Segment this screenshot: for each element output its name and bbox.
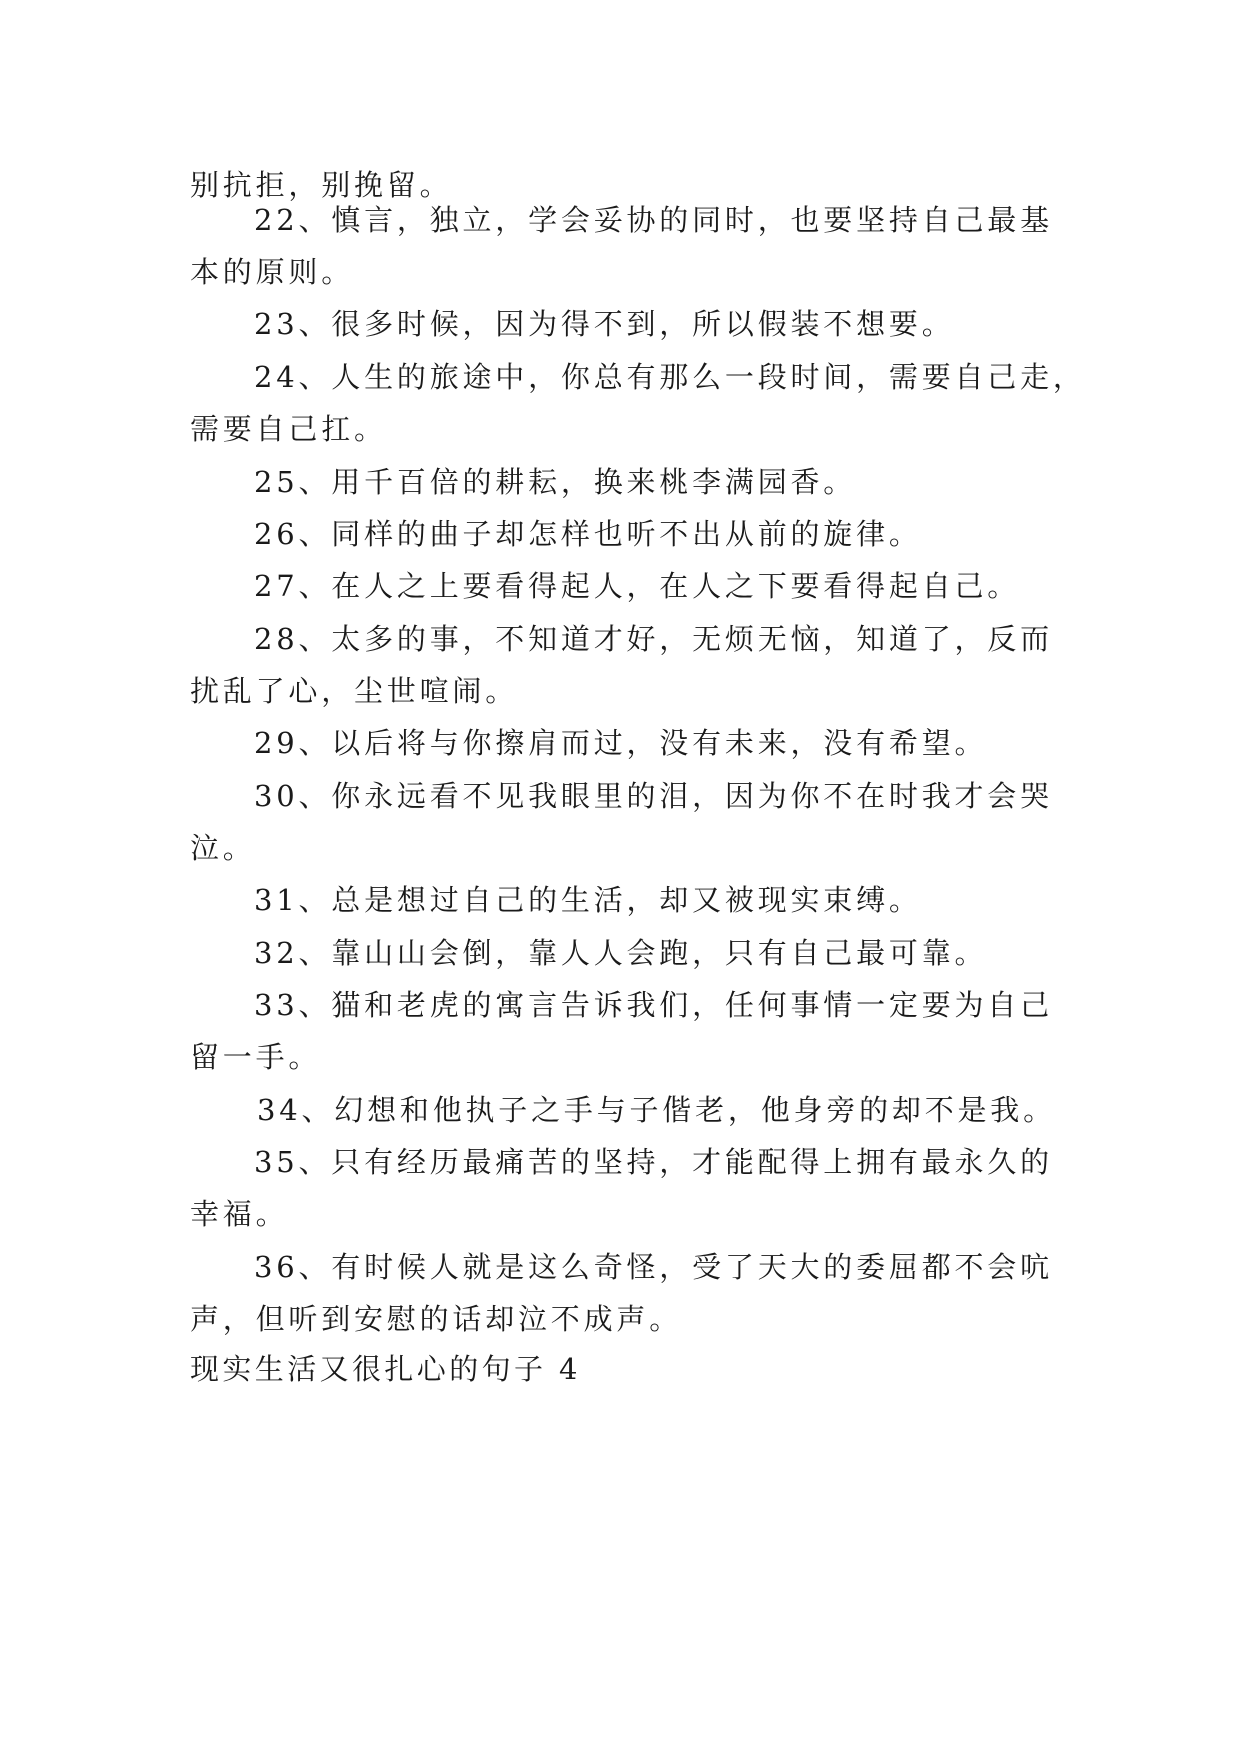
- list-item-34: 34、幻想和他执子之手与子偕老，他身旁的却不是我。: [257, 1093, 1056, 1127]
- list-item-36: 36、有时候人就是这么奇怪，受了天大的委屈都不会吭: [254, 1250, 1053, 1284]
- list-item-26: 26、同样的曲子却怎样也听不出从前的旋律。: [254, 517, 922, 551]
- text-line: 声，但听到安慰的话却泣不成声。: [190, 1302, 683, 1336]
- list-item-30: 30、你永远看不见我眼里的泪，因为你不在时我才会哭: [254, 779, 1053, 813]
- list-item-31: 31、总是想过自己的生活，却又被现实束缚。: [254, 883, 922, 917]
- list-item-22: 22、慎言，独立，学会妥协的同时，也要坚持自己最基: [254, 203, 1053, 237]
- list-item-25: 25、用千百倍的耕耘，换来桃李满园香。: [254, 465, 857, 499]
- text-line: 幸福。: [190, 1197, 289, 1231]
- text-line: 留一手。: [190, 1040, 322, 1074]
- list-item-32: 32、靠山山会倒，靠人人会跑，只有自己最可靠。: [254, 936, 988, 970]
- list-item-35: 35、只有经历最痛苦的坚持，才能配得上拥有最永久的: [254, 1145, 1053, 1179]
- list-item-23: 23、很多时候，因为得不到，所以假装不想要。: [254, 307, 955, 341]
- list-item-33: 33、猫和老虎的寓言告诉我们，任何事情一定要为自己: [254, 988, 1053, 1022]
- list-item-28: 28、太多的事，不知道才好，无烦无恼，知道了，反而: [254, 622, 1053, 656]
- list-item-27: 27、在人之上要看得起人，在人之下要看得起自己。: [254, 569, 1021, 603]
- text-line: 扰乱了心，尘世喧闹。: [190, 674, 519, 708]
- text-line: 泣。: [190, 831, 256, 865]
- section-heading: 现实生活又很扎心的句子 4: [190, 1352, 581, 1386]
- list-item-29: 29、以后将与你擦肩而过，没有未来，没有希望。: [254, 726, 988, 760]
- list-item-24: 24、人生的旅途中，你总有那么一段时间，需要自己走，: [254, 360, 1086, 394]
- text-line: 别抗拒，别挽留。: [190, 168, 453, 202]
- text-line: 需要自己扛。: [190, 412, 387, 446]
- text-line: 本的原则。: [190, 255, 355, 289]
